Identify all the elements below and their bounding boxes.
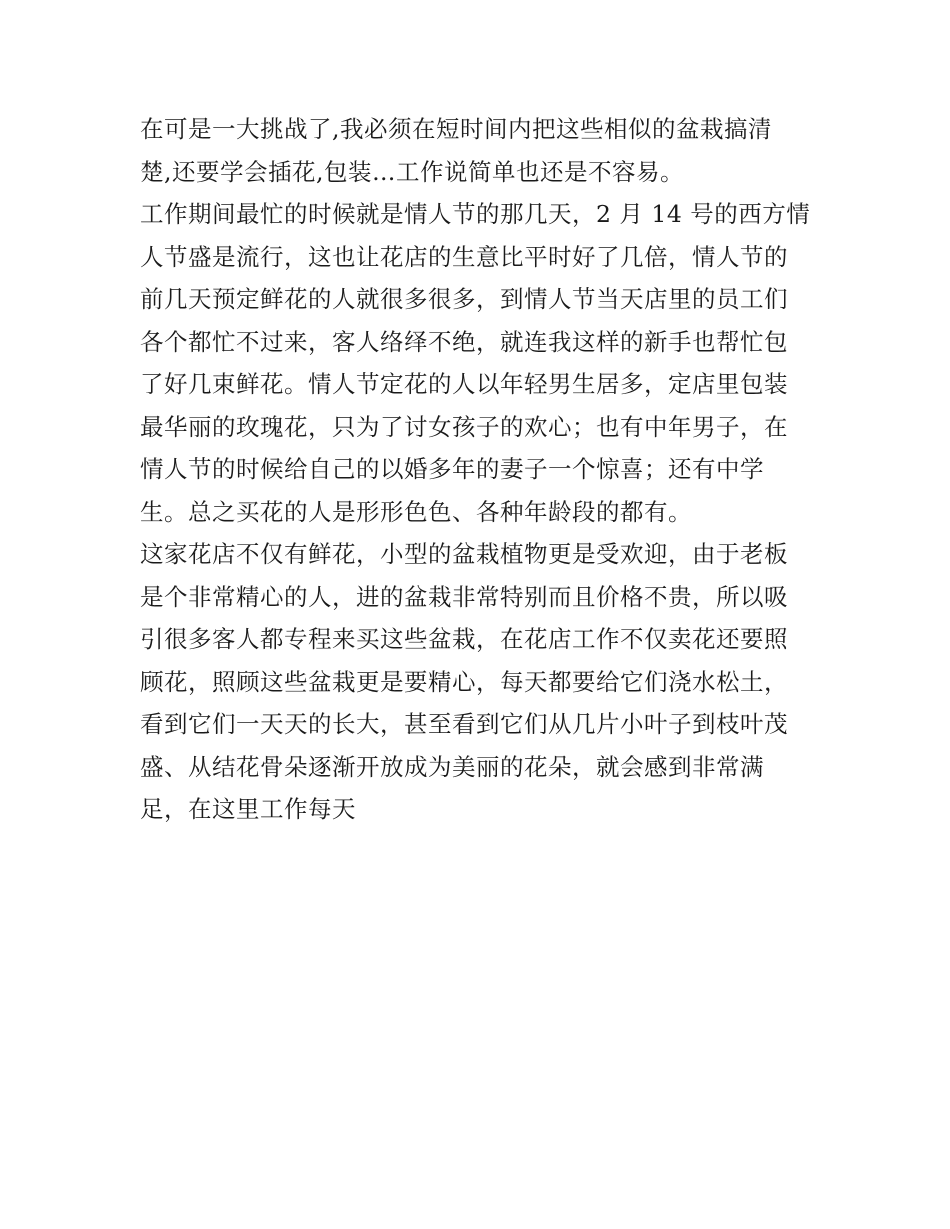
document-body [140,108,820,831]
text-line: 看到它们一天天的长大，甚至看到它们从几片小叶子到枝叶茂 [140,710,788,738]
text-line: 盛、从结花骨朵逐渐开放成为美丽的花朵，就会感到非常满 [140,752,764,781]
text-line: 楚,还要学会插花,包装…工作说简单也还是不容易。 [140,157,684,186]
text-line: 生。总之买花的人是形形色色、各种年龄段的都有。 [140,497,692,526]
text-line: 了好几束鲜花。情人节定花的人以年轻男生居多，定店里包装 [140,370,788,398]
paragraph [140,193,820,533]
text-line: 这家花店不仅有鲜花，小型的盆栽植物更是受欢迎，由于老板 [140,540,788,568]
text-line: 最华丽的玫瑰花，只为了讨女孩子的欢心；也有中年男子，在 [140,412,788,441]
text-line: 顾花，照顾这些盆栽更是要精心，每天都要给它们浇水松土， [140,667,788,696]
text-line: 是个非常精心的人，进的盆栽非常特别而且价格不贵，所以吸 [140,582,788,611]
text-line: 情人节的时候给自己的以婚多年的妻子一个惊喜；还有中学 [140,455,764,483]
text-line: 足，在这里工作每天 [140,795,356,823]
paragraph [140,533,820,831]
text-line: 工作期间最忙的时候就是情人节的那几天，2 月 14 号的西方情 [140,200,811,228]
text-line: 人节盛是流行，这也让花店的生意比平时好了几倍，情人节的 [140,242,788,271]
text-line: 引很多客人都专程来买这些盆栽，在花店工作不仅卖花还要照 [140,625,788,653]
text-line: 各个都忙不过来，客人络绎不绝，就连我这样的新手也帮忙包 [140,327,788,356]
text-line: 在可是一大挑战了,我必须在短时间内把这些相似的盆栽搞清 [140,115,772,143]
paragraph [140,108,820,193]
text-line: 前几天预定鲜花的人就很多很多，到情人节当天店里的员工们 [140,285,788,313]
